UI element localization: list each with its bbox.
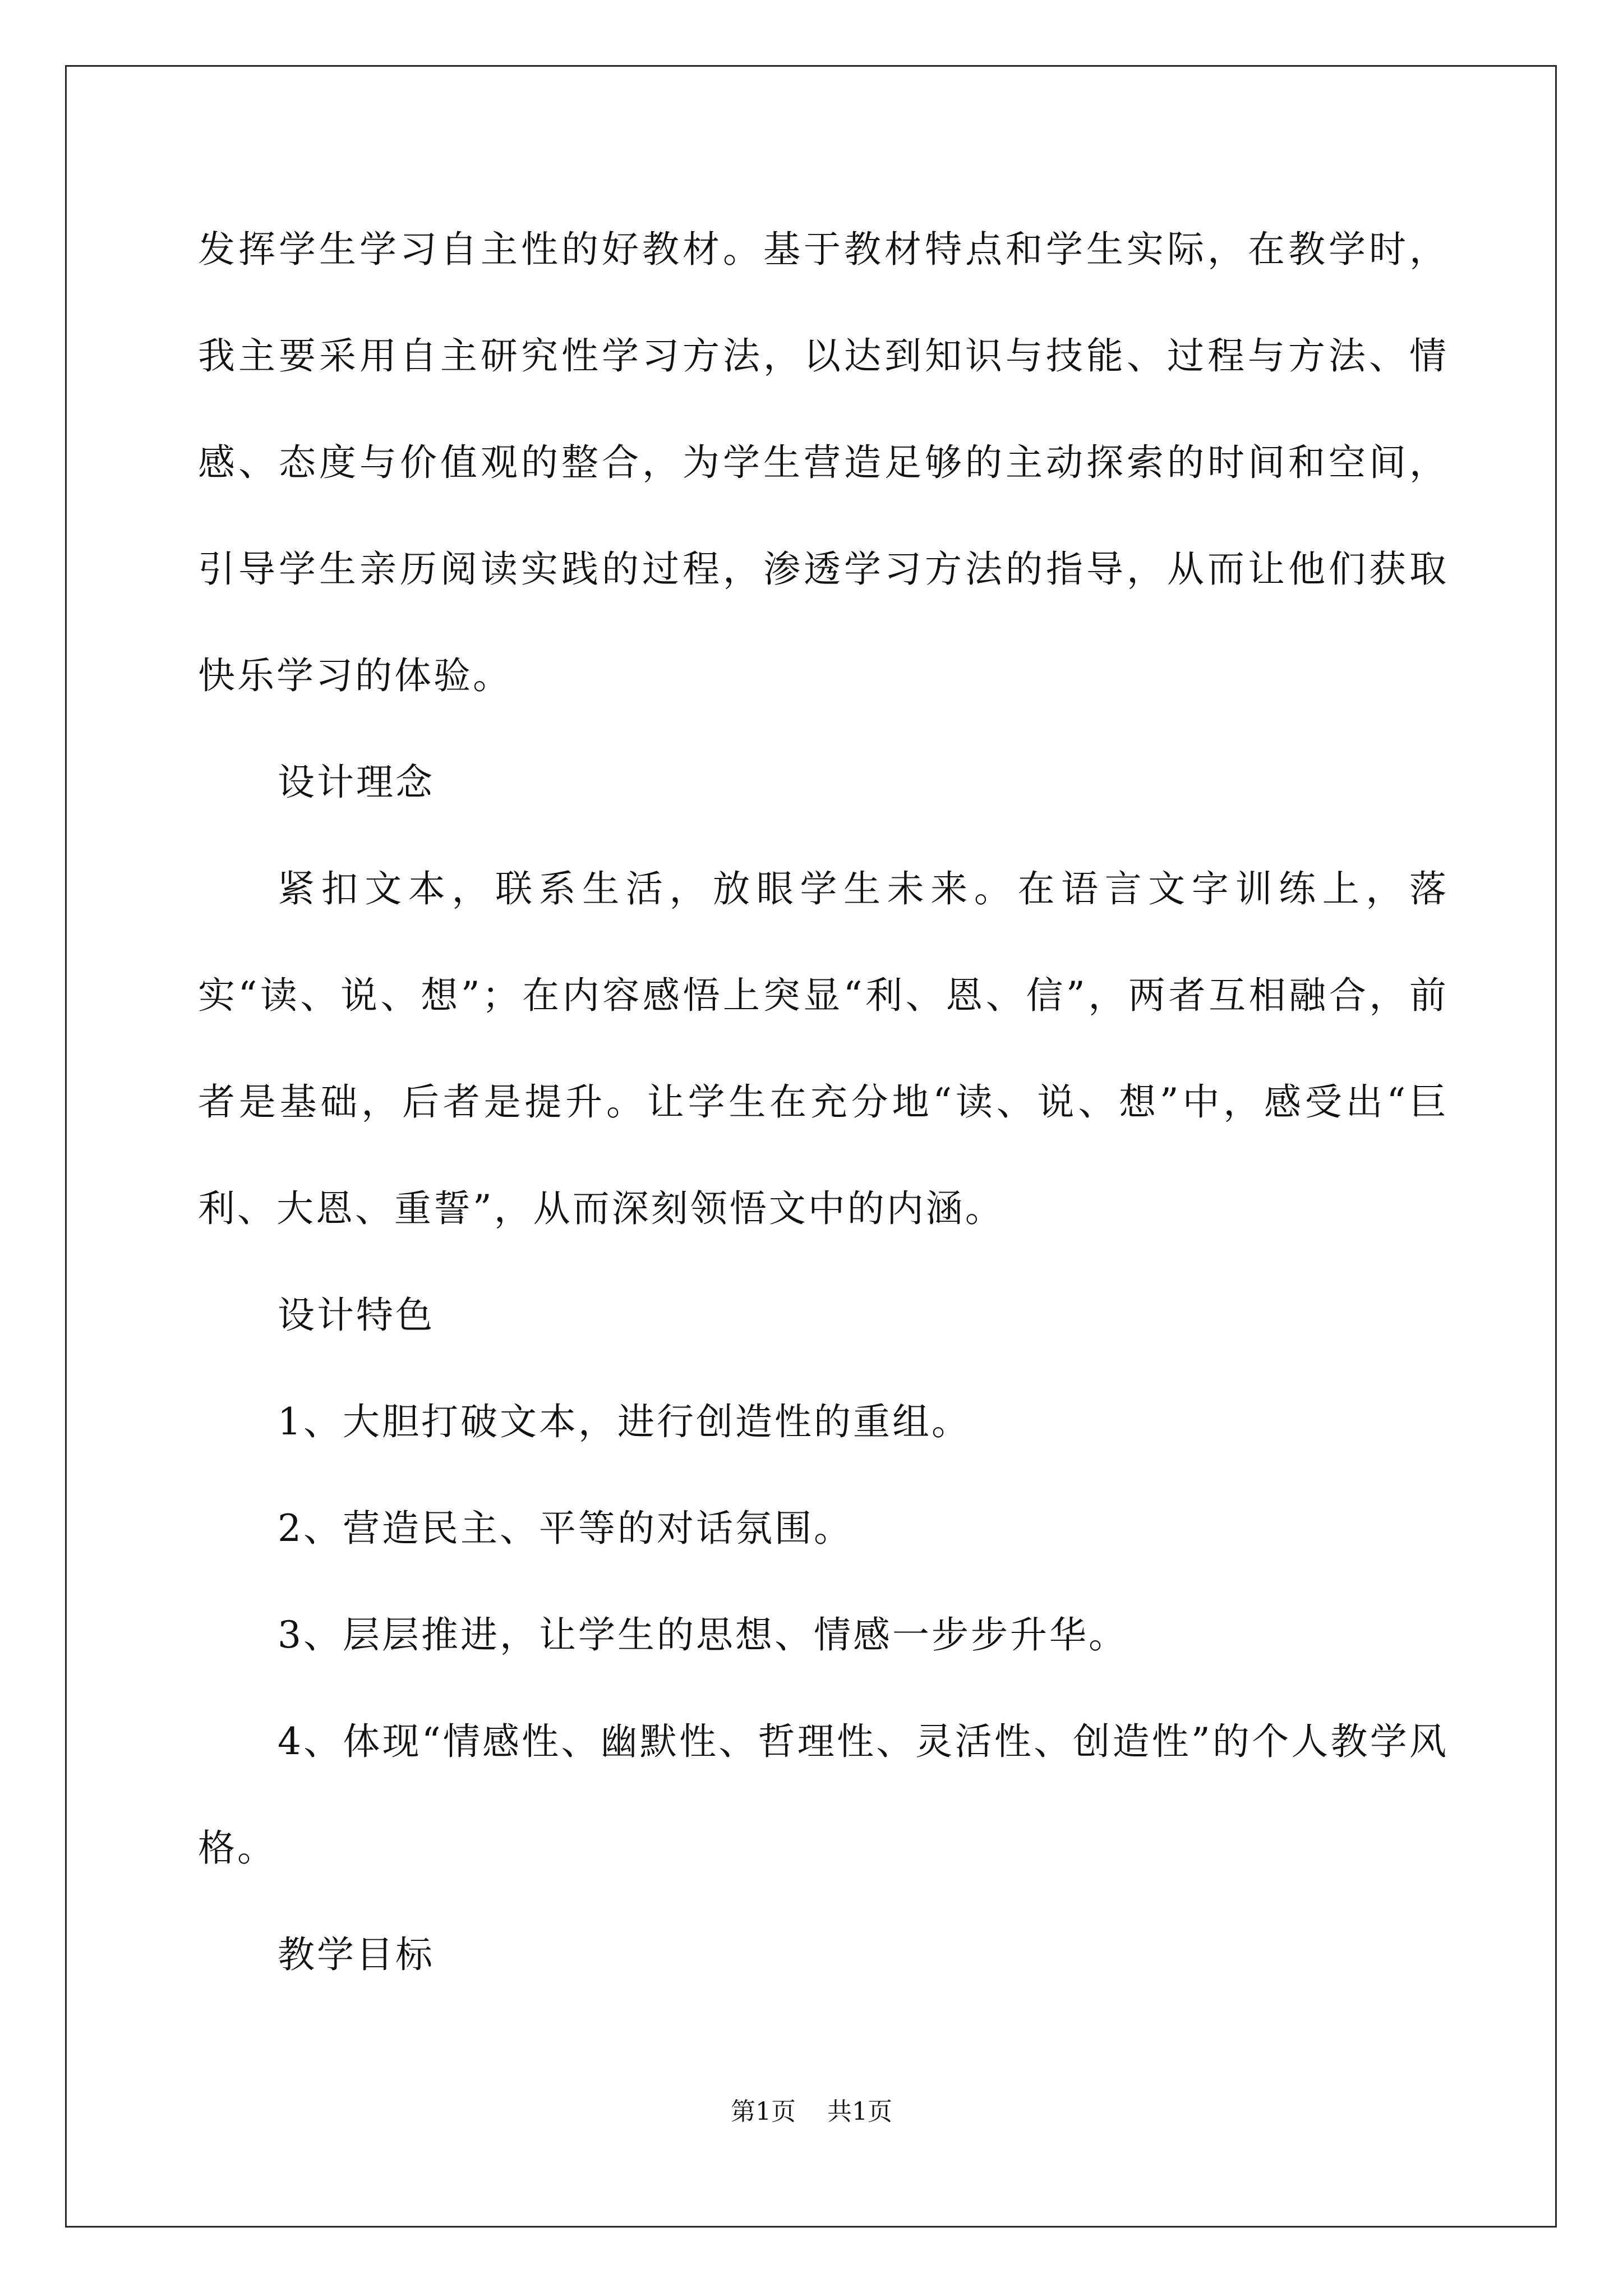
heading-design-features: 设计特色	[278, 1294, 435, 1337]
heading-design-concept: 设计理念	[278, 761, 435, 804]
document-body	[198, 196, 1449, 2008]
paragraph-intro: 发挥学生学习自主性的好教材。基于教材特点和学生实际，在教学时，我主要采用自主研究性学习方法，以达到知识与技能、过程与方法、情感、态度与价值观的整合，为学生营造足够的主动探索的时间和空间，引导学生亲历阅读实践的过程，渗透学习方法的指导，从而让他们获取快乐学习的体验。	[198, 228, 1449, 697]
heading-teaching-goals: 教学目标	[278, 1933, 435, 1976]
list-item-feature-4: 4、体现“情感性、幽默性、哲理性、灵活性、创造性”的个人教学风格。	[198, 1720, 1449, 1870]
page-total: 共1页	[827, 2097, 892, 2126]
page-footer	[0, 2095, 1623, 2129]
list-item-feature-3: 3、层层推进，让学生的思想、情感一步步升华。	[278, 1613, 1128, 1657]
list-item-feature-2: 2、营造民主、平等的对话氛围。	[278, 1507, 853, 1550]
page-number: 第1页	[731, 2097, 796, 2126]
list-item-feature-1: 1、大胆打破文本，进行创造性的重组。	[278, 1400, 971, 1443]
paragraph-design-concept: 紧扣文本，联系生活，放眼学生未来。在语言文字训练上，落实“读、说、想”；在内容感悟上突显“利、恩、信”，两者互相融合，前者是基础，后者是提升。让学生在充分地“读、说、想”中，感受出“巨利、大恩、重誓”，从而深刻领悟文中的内涵。	[198, 867, 1449, 1230]
